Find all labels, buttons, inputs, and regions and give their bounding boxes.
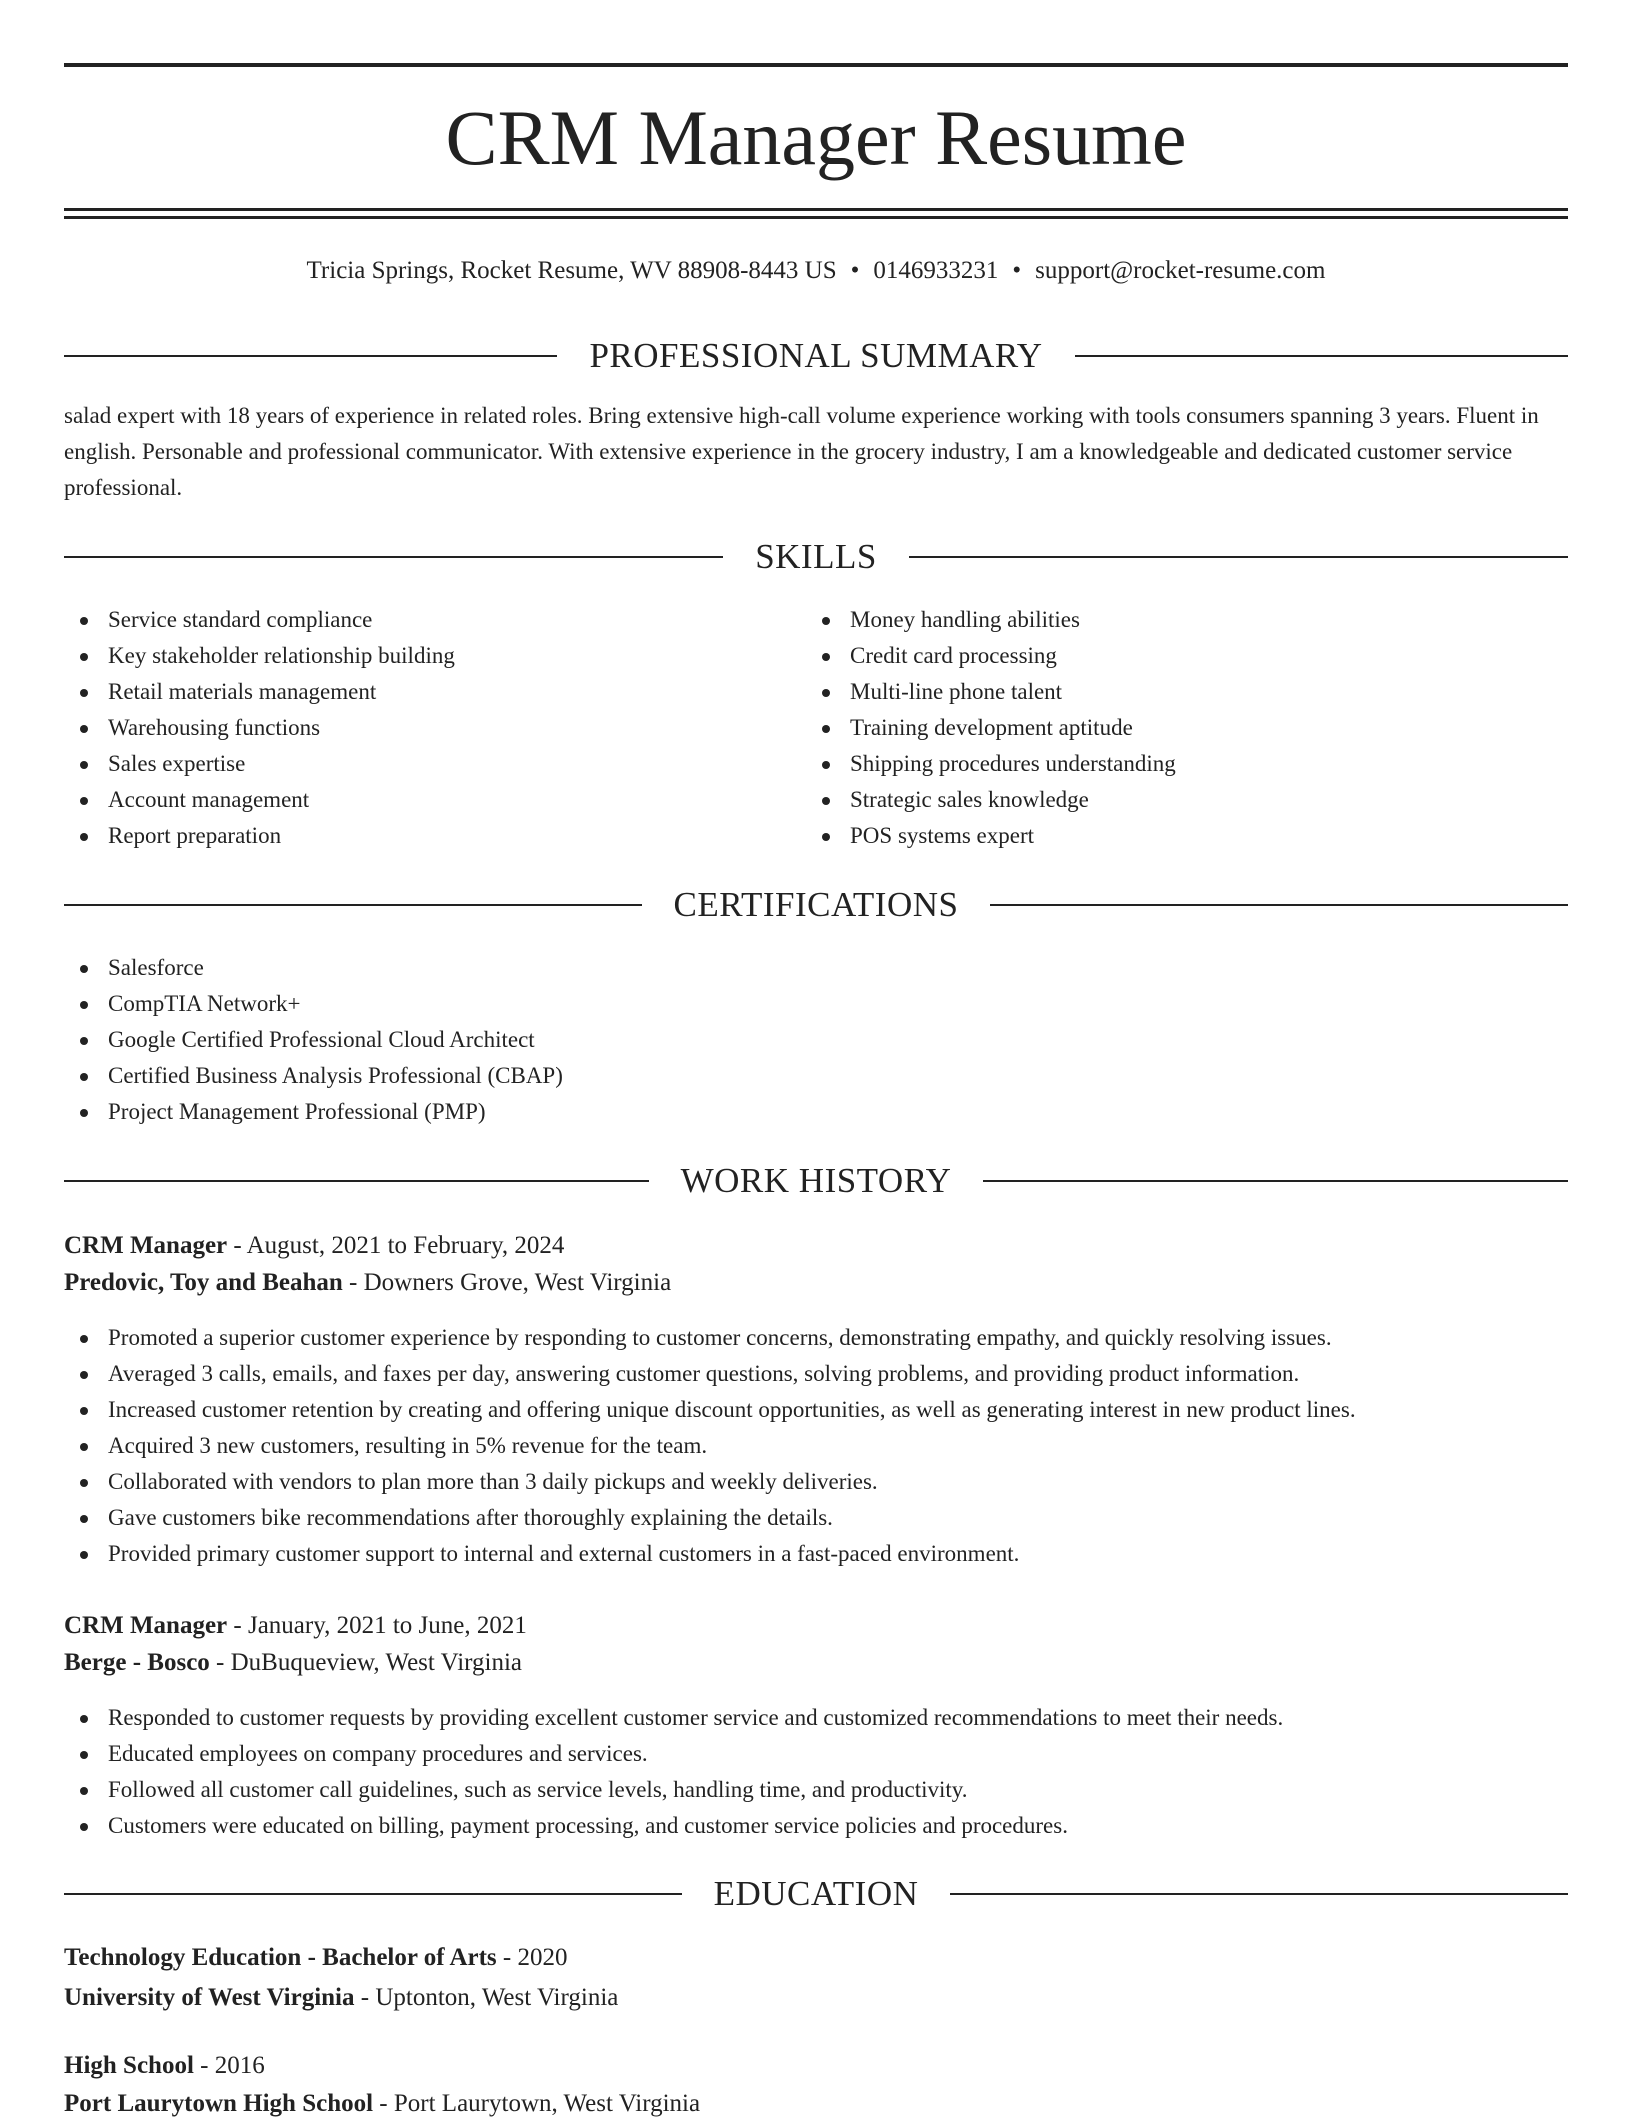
job-title-line <box>64 1608 1568 1644</box>
contact-email: support@rocket-resume.com <box>1035 257 1326 284</box>
heading-rule <box>64 556 723 558</box>
heading-rule <box>1075 355 1568 357</box>
dash: - <box>502 1944 512 1971</box>
skill-item: Report preparation <box>64 818 804 854</box>
certification-item: Google Certified Professional Cloud Architect <box>64 1022 1568 1058</box>
job-bullet: Responded to customer requests by providing excellent customer service and customized recommendations to meet their needs. <box>64 1700 1568 1736</box>
certifications-list <box>64 950 1568 1130</box>
job-location: DuBuqueview, West Virginia <box>230 1649 522 1676</box>
title-rule-lower <box>64 216 1568 219</box>
skill-item: Multi-line phone talent <box>806 674 1546 710</box>
job-bullet: Promoted a superior customer experience by responding to customer concerns, demonstrating empathy, and quickly resolving issues. <box>64 1320 1568 1356</box>
skills-heading <box>64 535 1568 579</box>
education-heading <box>64 1872 1568 1916</box>
certification-item: Salesforce <box>64 950 1568 986</box>
job-bullet: Customers were educated on billing, payment processing, and customer service policies and procedures. <box>64 1808 1568 1844</box>
job-bullet: Provided primary customer support to internal and external customers in a fast-paced environment. <box>64 1536 1568 1572</box>
skill-item: Retail materials management <box>64 674 804 710</box>
skill-item: Account management <box>64 782 804 818</box>
education-degree-line <box>64 2048 1568 2084</box>
contact-phone: 0146933231 <box>873 257 999 284</box>
job-company-line <box>64 1645 1568 1681</box>
work-history-heading <box>64 1159 1568 1203</box>
dash: - <box>360 1984 370 2011</box>
certifications-heading-label: CERTIFICATIONS <box>673 885 959 924</box>
dash: - <box>349 1269 358 1296</box>
skill-item: POS systems expert <box>806 818 1546 854</box>
summary-heading-label: PROFESSIONAL SUMMARY <box>589 336 1043 375</box>
education-degree: Technology Education - Bachelor of Arts <box>64 1944 497 1971</box>
job-location: Downers Grove, West Virginia <box>363 1269 672 1296</box>
education-school: Port Laurytown High School <box>64 2090 374 2117</box>
skills-list-right <box>806 602 1546 854</box>
dash: - <box>379 2090 388 2117</box>
certification-item: Certified Business Analysis Professional (CBAP) <box>64 1058 1568 1094</box>
education-degree-line <box>64 1940 1568 1976</box>
job-bullets <box>64 1320 1568 1572</box>
resume-title: CRM Manager Resume <box>445 94 1187 181</box>
summary-heading <box>64 334 1568 378</box>
skill-item: Training development aptitude <box>806 710 1546 746</box>
work-history-heading-label: WORK HISTORY <box>680 1161 952 1200</box>
heading-rule <box>909 556 1568 558</box>
education-location: Port Laurytown, West Virginia <box>393 2090 701 2117</box>
contact-separator: • <box>850 257 860 284</box>
skills-heading-label: SKILLS <box>755 537 877 576</box>
certifications-heading <box>64 883 1568 927</box>
job-title: CRM Manager <box>64 1612 228 1639</box>
job-bullets <box>64 1700 1568 1844</box>
skills-list-left <box>64 602 804 854</box>
skill-item: Credit card processing <box>806 638 1546 674</box>
education-school-line <box>64 2086 1568 2122</box>
education-year: 2020 <box>517 1944 568 1971</box>
education-year: 2016 <box>214 2052 265 2079</box>
job-bullet: Followed all customer call guidelines, such as service levels, handling time, and productivity. <box>64 1772 1568 1808</box>
job-bullet: Averaged 3 calls, emails, and faxes per day, answering customer questions, solving problems, and providing product information. <box>64 1356 1568 1392</box>
contact-separator: • <box>1012 257 1022 284</box>
certification-item: CompTIA Network+ <box>64 986 1568 1022</box>
job-company: Berge - Bosco <box>64 1649 210 1676</box>
contact-address: Tricia Springs, Rocket Resume, WV 88908-8443 US <box>306 257 837 284</box>
dash: - <box>233 1232 242 1259</box>
top-rule <box>64 63 1568 67</box>
job-bullet: Collaborated with vendors to plan more than 3 daily pickups and weekly deliveries. <box>64 1464 1568 1500</box>
skill-item: Service standard compliance <box>64 602 804 638</box>
skill-item: Warehousing functions <box>64 710 804 746</box>
job-title-line <box>64 1228 1568 1264</box>
education-location: Uptonton, West Virginia <box>375 1984 619 2011</box>
heading-rule <box>64 904 642 906</box>
job-bullet: Gave customers bike recommendations after thoroughly explaining the details. <box>64 1500 1568 1536</box>
heading-rule <box>983 1180 1568 1182</box>
skill-item: Sales expertise <box>64 746 804 782</box>
job-bullet: Increased customer retention by creating and offering unique discount opportunities, as well as generating interest in new product lines. <box>64 1392 1568 1428</box>
title-rule-upper <box>64 208 1568 211</box>
heading-rule <box>990 904 1568 906</box>
skill-item: Money handling abilities <box>806 602 1546 638</box>
heading-rule <box>64 1180 649 1182</box>
job-bullet: Acquired 3 new customers, resulting in 5% revenue for the team. <box>64 1428 1568 1464</box>
certification-item: Project Management Professional (PMP) <box>64 1094 1568 1130</box>
job-dates: August, 2021 to February, 2024 <box>246 1232 565 1259</box>
job-company: Predovic, Toy and Beahan <box>64 1269 343 1296</box>
job-title: CRM Manager <box>64 1232 228 1259</box>
education-heading-label: EDUCATION <box>713 1874 919 1913</box>
contact-line <box>64 254 1568 288</box>
dash: - <box>200 2052 209 2079</box>
job-bullet: Educated employees on company procedures and services. <box>64 1736 1568 1772</box>
heading-rule <box>64 355 557 357</box>
heading-rule <box>64 1893 682 1895</box>
job-company-line <box>64 1265 1568 1301</box>
summary-text: salad expert with 18 years of experience in related roles. Bring extensive high-call volume experience working with tools consumers spanning 3 years. Fluent in english. Personable and professional communicator. With extensive experience in the grocery industry, I am a knowledgeable and dedicated customer service professional. <box>64 403 1539 500</box>
skill-item: Strategic sales knowledge <box>806 782 1546 818</box>
education-school: University of West Virginia <box>64 1984 355 2011</box>
education-degree: High School <box>64 2052 194 2079</box>
education-school-line <box>64 1980 1568 2016</box>
skill-item: Key stakeholder relationship building <box>64 638 804 674</box>
dash: - <box>216 1649 225 1676</box>
dash: - <box>233 1612 242 1639</box>
job-dates: January, 2021 to June, 2021 <box>247 1612 527 1639</box>
heading-rule <box>950 1893 1568 1895</box>
skill-item: Shipping procedures understanding <box>806 746 1546 782</box>
